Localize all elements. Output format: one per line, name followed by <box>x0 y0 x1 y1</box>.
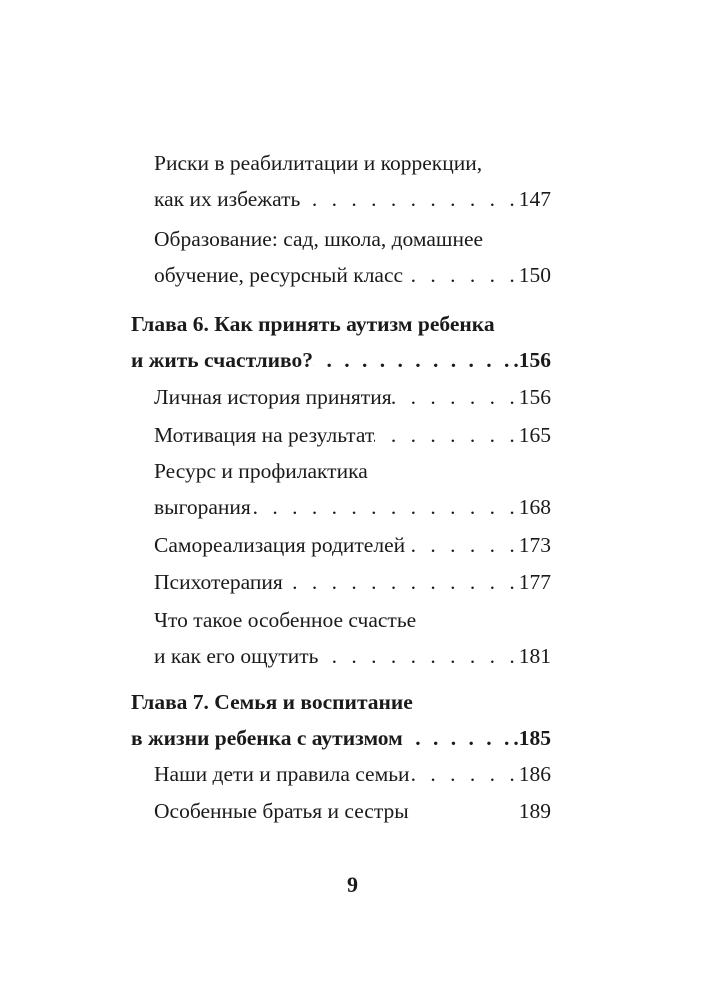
toc-entry-title: обучение, ресурсный класс <box>154 263 404 287</box>
toc-entry-title: Что такое особенное счастье <box>154 608 417 632</box>
toc-entry-line <box>154 418 551 452</box>
toc-entry-line <box>154 528 551 562</box>
toc-entry-title: Наши дети и правила семьи <box>154 762 410 786</box>
toc-entry-line <box>154 794 551 828</box>
dot-leader <box>374 418 519 452</box>
page-number: 168 <box>518 495 551 519</box>
page-number: 150 <box>518 263 551 287</box>
chapter-heading-line <box>131 721 551 755</box>
toc-entry-line <box>154 222 551 256</box>
chapter-page-number: .185 <box>513 726 551 750</box>
chapter-title: Глава 7. Семья и воспитание <box>131 690 413 714</box>
toc-entry-title: Мотивация на результат <box>154 423 375 447</box>
toc-entry-title: выгорания <box>154 495 251 519</box>
toc-entry-title: Особенные братья и сестры <box>154 799 409 823</box>
dot-leader <box>392 380 519 414</box>
chapter-title: в жизни ребенка с аутизмом <box>131 726 403 750</box>
dot-leader <box>405 528 519 562</box>
toc-entry-line <box>154 454 551 488</box>
folio-page-number: 9 <box>347 872 358 897</box>
toc-entry-line <box>154 146 551 180</box>
toc-entry-line <box>154 258 551 292</box>
toc-entry-line <box>154 565 551 599</box>
dot-leader <box>403 258 519 292</box>
toc-entry-title: Самореализация родителей <box>154 533 406 557</box>
toc-entry-title: Ресурс и профилактика <box>154 459 368 483</box>
toc-entry-line <box>154 182 551 216</box>
chapter-title: Глава 6. Как принять аутизм ребенка <box>131 312 495 336</box>
page-number: 186 <box>518 762 551 786</box>
chapter-heading-line <box>131 685 551 719</box>
toc-entry-title: Риски в реабилитации и коррекции, <box>154 151 483 175</box>
page-number: 181 <box>518 644 551 668</box>
chapter-title: и жить счастливо? <box>131 348 314 372</box>
page-number: 189 <box>518 799 551 823</box>
chapter-heading-line <box>131 307 551 341</box>
dot-leader <box>410 757 519 791</box>
dot-leader <box>300 182 518 216</box>
dot-leader <box>283 565 519 599</box>
toc-entry-title: Психотерапия <box>154 570 283 594</box>
chapter-page-number: .156 <box>513 348 551 372</box>
page-number: 177 <box>518 570 551 594</box>
toc-entry-line <box>154 603 551 637</box>
toc-entry-title: Образование: сад, школа, домашнее <box>154 227 484 251</box>
page-number: 147 <box>518 187 551 211</box>
dot-leader <box>313 343 513 377</box>
toc-entry-title: Личная история принятия <box>154 385 392 409</box>
dot-leader <box>403 721 514 755</box>
toc-entry-line <box>154 490 551 524</box>
dot-leader <box>318 639 518 673</box>
chapter-heading-line <box>131 343 551 377</box>
dot-leader <box>251 490 519 524</box>
page-number: 173 <box>518 533 551 557</box>
toc-entry-line <box>154 639 551 673</box>
page-number: 165 <box>518 423 551 447</box>
toc-entry-title: и как его ощутить <box>154 644 319 668</box>
page-number: 156 <box>518 385 551 409</box>
toc-entry-line <box>154 380 551 414</box>
toc-entry-title: как их избежать <box>154 187 301 211</box>
toc-entry-line <box>154 757 551 791</box>
